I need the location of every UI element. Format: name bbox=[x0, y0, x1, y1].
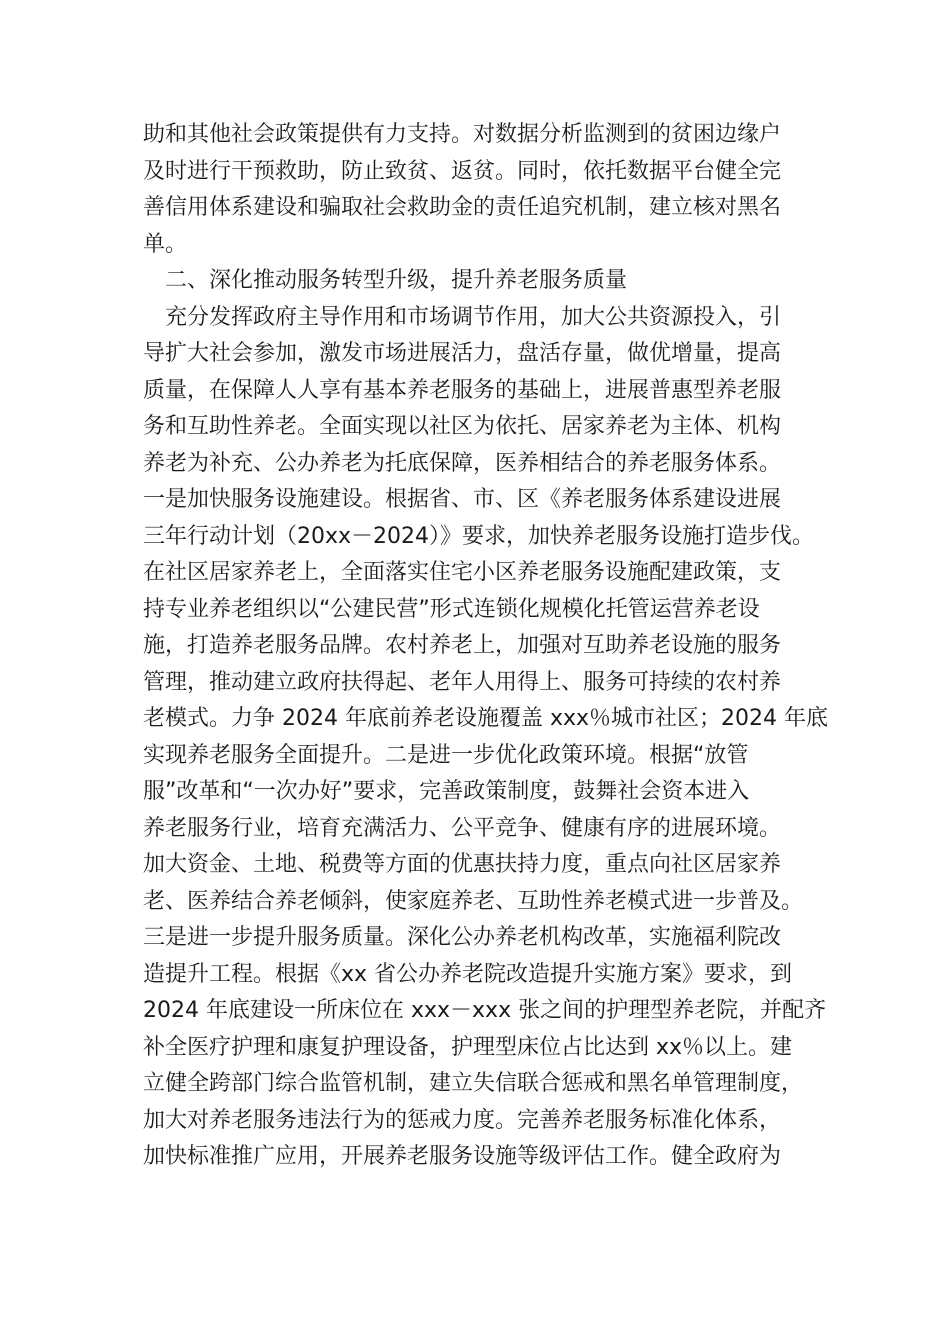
text-line: 一是加快服务设施建设。根据省、市、区《养老服务体系建设进展 bbox=[143, 487, 782, 512]
document-body bbox=[143, 117, 829, 1176]
text-line: 三是进一步提升服务质量。深化公办养老机构改革，实施福利院改 bbox=[143, 925, 782, 950]
text-line: 二、深化推动服务转型升级，提升养老服务质量 bbox=[143, 268, 628, 293]
text-line: 及时进行干预救助，防止致贫、返贫。同时，依托数据平台健全完 bbox=[143, 158, 782, 184]
text-line: 在社区居家养老上，全面落实住宅小区养老服务设施配建政策，支 bbox=[143, 560, 782, 585]
text-line: 立健全跨部门综合监管机制，建立失信联合惩戒和黑名单管理制度， bbox=[143, 1071, 804, 1096]
text-line: 补全医疗护理和康复护理设备，护理型床位占比达到 xx％以上。建 bbox=[143, 1034, 793, 1060]
text-line: 充分发挥政府主导作用和市场调节作用，加大公共资源投入，引 bbox=[143, 304, 782, 330]
text-line: 养老服务行业，培育充满活力、公平竞争、健康有序的进展环境。 bbox=[143, 815, 782, 841]
text-line: 加大对养老服务违法行为的惩戒力度。完善养老服务标准化体系， bbox=[143, 1107, 782, 1133]
text-line: 造提升工程。根据《xx 省公办养老院改造提升实施方案》要求，到 bbox=[143, 961, 793, 987]
text-line: 助和其他社会政策提供有力支持。对数据分析监测到的贫困边缘户 bbox=[143, 122, 782, 147]
text-line: 老模式。力争 2024 年底前养老设施覆盖 xxx％城市社区；2024 年底 bbox=[143, 706, 829, 731]
text-line: 养老为补充、公办养老为托底保障，医养相结合的养老服务体系。 bbox=[143, 450, 782, 476]
text-line: 老、医养结合养老倾斜，使家庭养老、互助性养老模式进一步普及。 bbox=[143, 888, 804, 914]
text-line: 质量，在保障人人享有基本养老服务的基础上，进展普惠型养老服 bbox=[143, 377, 782, 403]
text-line: 2024 年底建设一所床位在 xxx－xxx 张之间的护理型养老院，并配齐 bbox=[143, 998, 827, 1023]
text-line: 善信用体系建设和骗取社会救助金的责任追究机制，建立核对黑名 bbox=[143, 195, 782, 220]
text-line: 加大资金、土地、税费等方面的优惠扶持力度，重点向社区居家养 bbox=[143, 852, 782, 877]
text-line: 导扩大社会参加，激发市场进展活力，盘活存量，做优增量，提高 bbox=[143, 341, 782, 366]
text-line: 实现养老服务全面提升。二是进一步优化政策环境。根据“放管 bbox=[143, 742, 749, 768]
text-line: 单。 bbox=[143, 231, 188, 257]
text-line: 服”改革和“一次办好”要求，完善政策制度，鼓舞社会资本进入 bbox=[143, 779, 750, 804]
text-line: 持专业养老组织以“公建民营”形式连锁化规模化托管运营养老设 bbox=[143, 596, 760, 622]
text-line: 加快标准推广应用，开展养老服务设施等级评估工作。健全政府为 bbox=[143, 1144, 782, 1169]
text-line: 三年行动计划（20xx－2024）》要求，加快养老服务设施打造步伐。 bbox=[143, 523, 815, 549]
text-line: 管理，推动建立政府扶得起、老年人用得上、服务可持续的农村养 bbox=[143, 669, 782, 695]
text-line: 务和互助性养老。全面实现以社区为依托、居家养老为主体、机构 bbox=[143, 414, 782, 439]
text-line: 施，打造养老服务品牌。农村养老上，加强对互助养老设施的服务 bbox=[143, 633, 782, 658]
